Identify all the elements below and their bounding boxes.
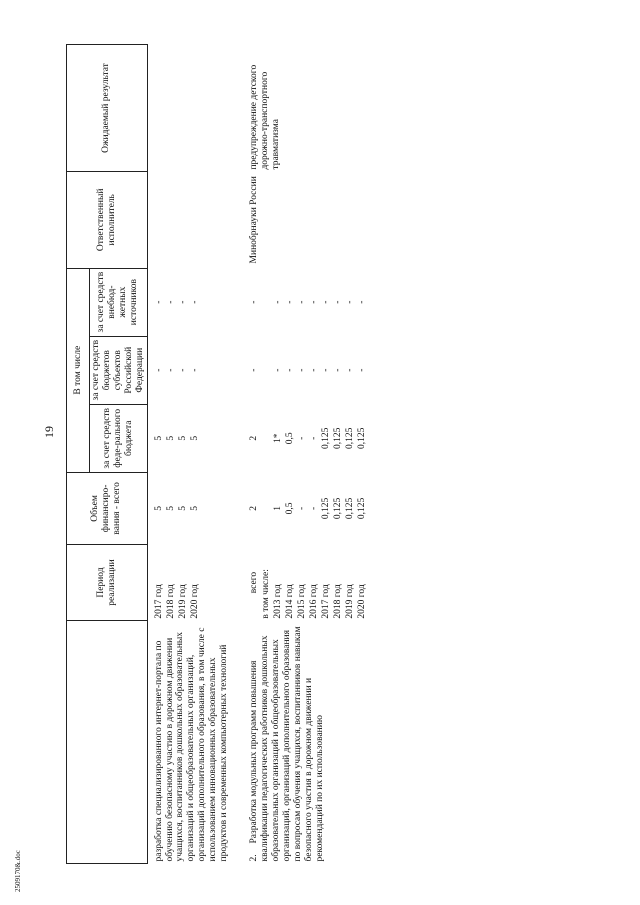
row1-regional: - - - -: [153, 368, 200, 372]
row1-description: разработка специализированного интернет-портала по обучению безопасному участию в дорожном движении учащихся, воспитанников дошкольных образовательных организаций и общеобразовательных организаций, организаций дополнительного образования, в том числе с использованием инновационных образовательных продуктов и современных компьютерных технологий: [153, 627, 230, 862]
row1-volume: 5 5 5 5: [153, 506, 200, 511]
header-responsible: Ответственный исполнитель: [67, 172, 148, 269]
header-description: [67, 621, 148, 864]
row2-extra: - - - - - - - - -: [249, 300, 368, 304]
header-period: Период реализации: [67, 544, 148, 620]
row1-responsible: [147, 172, 231, 269]
row2-index: 2.: [249, 854, 260, 862]
row1-result: [147, 45, 231, 172]
table-row: [231, 45, 370, 864]
row2-regional: - - - - - - - - -: [249, 368, 368, 372]
row2-fed: 2 1* 0,5 - - 0,125 0,125 0,125 0,125: [249, 427, 368, 449]
header-volume: Объем финансиро-вания - всего: [67, 472, 148, 544]
rotated-table-wrapper: [66, 44, 580, 864]
row2-periods: всего в том числе: 2013 год 2014 год 2015 год 2016 год 2017 год 2018 год 2019 год 2020 год: [249, 569, 368, 619]
row1-extra: - - - -: [153, 300, 200, 304]
header-extra: за счет средств внебюд-жетных источников: [90, 268, 148, 336]
page-number: 19: [42, 426, 56, 438]
row1-periods: 2017 год 2018 год 2019 год 2020 год: [153, 584, 200, 619]
row2-description: 2.Разработка модульных программ повышения квалификации педагогических работников дошкольных образовательных организаций и общеобразовательных организаций, организаций дополнительного образования по вопросам обучения учащихся, воспитанников навыкам безопасного участия в дорожном движении и рекомендаций по их использованию: [249, 626, 325, 862]
header-fed: за счет средств феде-рального бюджета: [90, 404, 148, 472]
program-table: [66, 44, 370, 864]
table-row: [147, 45, 231, 864]
header-regional: за счет средств бюджетов субъектов Российской Федерации: [90, 336, 148, 404]
footer-filename: 2509170&.doc: [14, 850, 22, 892]
row1-fed: 5 5 5 5: [153, 435, 200, 441]
row2-result: предупреждение детского дорожно-транспортного травматизма: [249, 64, 281, 170]
header-in-total: В том числе: [67, 268, 90, 472]
row2-responsible: Минобрнауки России: [249, 176, 260, 264]
row2-volume: 2 1 0,5 - - 0,125 0,125 0,125 0,125: [249, 497, 368, 520]
header-result: Ожидаемый результат: [67, 45, 148, 172]
